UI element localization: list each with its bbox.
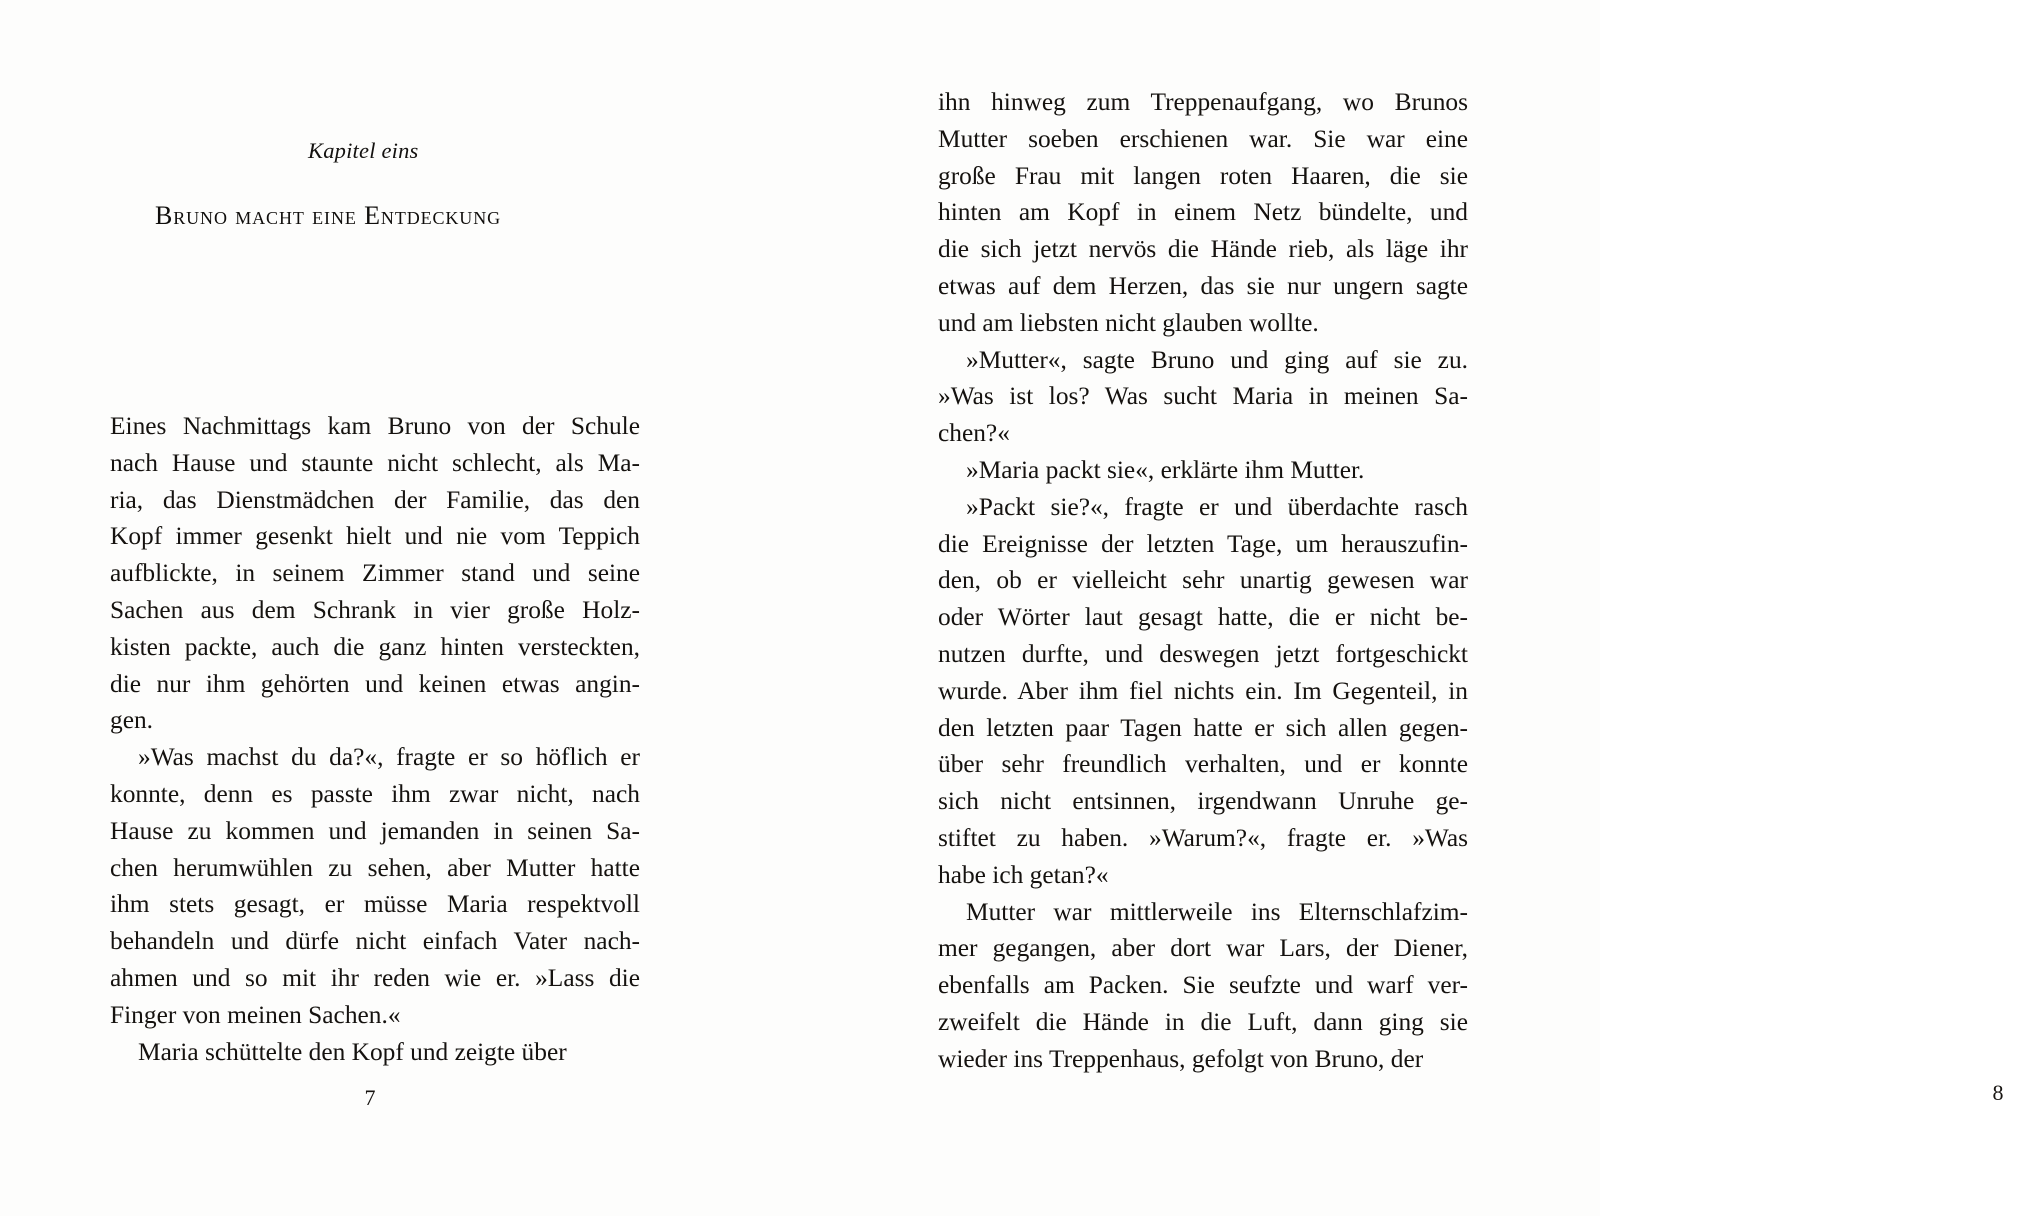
text-line: sich nicht entsinnen, irgendwann Unruhe ge- bbox=[938, 787, 1468, 816]
text-line: den letzten paar Tagen hatte er sich allen gegen- bbox=[938, 713, 1468, 742]
text-line: ahmen und so mit ihr reden wie er. »Lass die bbox=[110, 963, 640, 992]
text-line: große Frau mit langen roten Haaren, die sie bbox=[938, 161, 1468, 190]
text-line: über sehr freundlich verhalten, und er konnte bbox=[938, 750, 1468, 779]
text-line: nutzen durfte, und deswegen jetzt fortgeschickt bbox=[938, 639, 1468, 668]
paragraph bbox=[938, 84, 1468, 342]
text-line: ihn hinweg zum Treppenaufgang, wo Brunos bbox=[938, 88, 1468, 116]
text-line: chen?« bbox=[938, 419, 1010, 448]
page-right bbox=[800, 0, 2004, 1216]
paragraph bbox=[938, 342, 1468, 452]
text-line: ebenfalls am Packen. Sie seufzte und warf ver- bbox=[938, 971, 1468, 1000]
text-line: »Packt sie?«, fragte er und überdachte rasch bbox=[966, 492, 1468, 521]
text-line: Hause zu kommen und jemanden in seinen Sa- bbox=[110, 816, 640, 845]
text-line: »Maria packt sie«, erklärte ihm Mutter. bbox=[966, 455, 1365, 484]
paragraph bbox=[110, 739, 640, 1033]
text-line: »Was ist los? Was sucht Maria in meinen Sa- bbox=[938, 382, 1468, 411]
text-line: und am liebsten nicht glauben wollte. bbox=[938, 308, 1319, 337]
page-number-right: 8 bbox=[1992, 1080, 2004, 1105]
text-line: kisten packte, auch die ganz hinten versteckten, bbox=[110, 632, 640, 661]
text-line: Kopf immer gesenkt hielt und nie vom Teppich bbox=[110, 522, 640, 551]
text-line: stiftet zu haben. »Warum?«, fragte er. »Was bbox=[938, 823, 1468, 852]
paragraph bbox=[938, 489, 1468, 894]
text-line: wurde. Aber ihm fiel nichts ein. Im Gegenteil, in bbox=[938, 676, 1468, 705]
paragraph bbox=[938, 452, 1468, 489]
text-line: aufblickte, in seinem Zimmer stand und seine bbox=[110, 559, 640, 588]
text-line: Maria schüttelte den Kopf und zeigte über bbox=[138, 1037, 567, 1066]
text-line: wieder ins Treppenhaus, gefolgt von Bruno, der bbox=[938, 1044, 1424, 1073]
body-text-left bbox=[110, 408, 640, 1070]
text-line: nach Hause und staunte nicht schlecht, als Ma- bbox=[110, 448, 640, 477]
text-line: habe ich getan?« bbox=[938, 860, 1109, 889]
text-line: die nur ihm gehörten und keinen etwas angin- bbox=[110, 669, 640, 698]
text-line: Finger von meinen Sachen.« bbox=[110, 1000, 401, 1029]
text-line: chen herumwühlen zu sehen, aber Mutter hatte bbox=[110, 853, 640, 882]
page-left bbox=[0, 0, 800, 1216]
text-line: ihm stets gesagt, er müsse Maria respektvoll bbox=[110, 890, 640, 919]
text-line: gen. bbox=[110, 706, 154, 735]
text-line: Eines Nachmittags kam Bruno von der Schule bbox=[110, 412, 640, 440]
paragraph bbox=[938, 894, 1468, 1078]
page-number-left: 7 bbox=[364, 1085, 376, 1110]
text-line: zweifelt die Hände in die Luft, dann ging sie bbox=[938, 1007, 1468, 1036]
text-line: Mutter war mittlerweile ins Elternschlafzim- bbox=[966, 897, 1468, 926]
text-line: ria, das Dienstmädchen der Familie, das den bbox=[110, 485, 640, 514]
text-line: die Ereignisse der letzten Tage, um herauszufin- bbox=[938, 529, 1468, 558]
text-line: Sachen aus dem Schrank in vier große Holz- bbox=[110, 595, 640, 624]
paragraph bbox=[110, 1034, 640, 1071]
text-line: hinten am Kopf in einem Netz bündelte, und bbox=[938, 198, 1468, 227]
paragraph bbox=[110, 408, 640, 739]
text-line: die sich jetzt nervös die Hände rieb, als läge ihr bbox=[938, 235, 1468, 264]
text-line: behandeln und dürfe nicht einfach Vater nach- bbox=[110, 927, 640, 956]
text-line: den, ob er vielleicht sehr unartig gewesen war bbox=[938, 566, 1468, 595]
text-line: »Mutter«, sagte Bruno und ging auf sie zu. bbox=[966, 345, 1468, 374]
body-text-right bbox=[938, 84, 1468, 1078]
text-line: »Was machst du da?«, fragte er so höflich er bbox=[138, 743, 640, 772]
chapter-heading bbox=[110, 140, 640, 229]
text-line: mer gegangen, aber dort war Lars, der Diener, bbox=[938, 934, 1468, 963]
text-line: Mutter soeben erschienen war. Sie war eine bbox=[938, 124, 1468, 153]
text-line: etwas auf dem Herzen, das sie nur ungern sagte bbox=[938, 271, 1468, 300]
text-line: konnte, denn es passte ihm zwar nicht, nach bbox=[110, 779, 640, 808]
chapter-eyebrow: Kapitel eins bbox=[308, 138, 419, 163]
chapter-title: Bruno macht eine Entdeckung bbox=[155, 200, 502, 230]
text-line: oder Wörter laut gesagt hatte, die er nicht be- bbox=[938, 603, 1468, 632]
